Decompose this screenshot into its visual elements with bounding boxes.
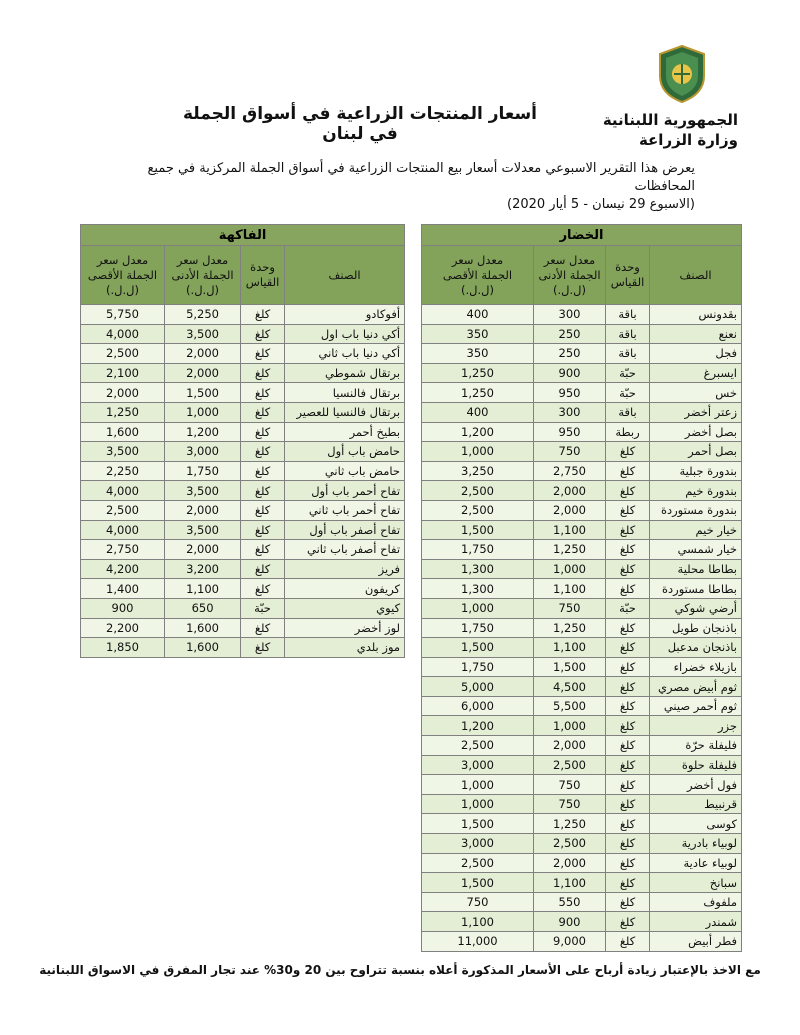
unit-cell: كلغ — [606, 618, 650, 638]
min-price: 300 — [534, 402, 606, 422]
min-price: 2,000 — [165, 363, 241, 383]
min-price: 1,750 — [165, 461, 241, 481]
table-row — [422, 657, 742, 677]
min-price: 1,600 — [165, 638, 241, 658]
max-price: 3,000 — [422, 834, 534, 854]
max-price: 1,500 — [422, 520, 534, 540]
table-row — [81, 344, 405, 364]
max-price: 1,500 — [422, 638, 534, 658]
product-name: بطاطا مستوردة — [650, 579, 742, 599]
max-price: 900 — [81, 598, 165, 618]
fruits-rows — [81, 305, 405, 658]
column-header-name: الصنف — [285, 246, 405, 305]
min-price: 300 — [534, 305, 606, 325]
table-row — [81, 559, 405, 579]
fruits-table — [80, 224, 405, 658]
product-name: باذنجان طويل — [650, 618, 742, 638]
max-price: 2,000 — [81, 383, 165, 403]
table-row — [81, 305, 405, 325]
product-name: بطاطا محلية — [650, 559, 742, 579]
vegetables-rows — [422, 305, 742, 952]
table-row — [81, 461, 405, 481]
column-header-max: معدل سعر الجملة الأقصى (ل.ل.) — [81, 246, 165, 305]
max-price: 1,500 — [422, 814, 534, 834]
min-price: 1,600 — [165, 618, 241, 638]
unit-cell: كلغ — [606, 873, 650, 893]
unit-cell: كلغ — [241, 402, 285, 422]
min-price: 1,100 — [534, 520, 606, 540]
table-row — [81, 422, 405, 442]
table-row — [422, 383, 742, 403]
column-header-name: الصنف — [650, 246, 742, 305]
unit-cell: كلغ — [241, 442, 285, 462]
product-name: شمندر — [650, 912, 742, 932]
table-row — [422, 579, 742, 599]
table-row — [422, 638, 742, 658]
unit-cell: كلغ — [241, 305, 285, 325]
min-price: 950 — [534, 422, 606, 442]
min-price: 1,500 — [165, 383, 241, 403]
product-name: فطر أبيض — [650, 932, 742, 952]
product-name: خيار شمسي — [650, 540, 742, 560]
unit-cell: كلغ — [606, 461, 650, 481]
min-price: 3,500 — [165, 324, 241, 344]
product-name: حامض باب أول — [285, 442, 405, 462]
unit-cell: كلغ — [606, 638, 650, 658]
table-row — [422, 344, 742, 364]
table-row — [422, 755, 742, 775]
table-row — [422, 716, 742, 736]
table-row — [422, 305, 742, 325]
table-row — [81, 324, 405, 344]
max-price: 1,000 — [422, 775, 534, 795]
unit-cell: كلغ — [606, 853, 650, 873]
max-price: 1,000 — [422, 794, 534, 814]
product-name: كوسى — [650, 814, 742, 834]
min-price: 1,500 — [534, 657, 606, 677]
unit-cell: كلغ — [241, 579, 285, 599]
min-price: 2,000 — [534, 853, 606, 873]
min-price: 900 — [534, 912, 606, 932]
max-price: 2,500 — [422, 481, 534, 501]
min-price: 750 — [534, 794, 606, 814]
table-row — [422, 932, 742, 952]
vegetables-table — [421, 224, 742, 952]
max-price: 4,000 — [81, 324, 165, 344]
column-header-unit: وحدة القياس — [241, 246, 285, 305]
min-price: 750 — [534, 598, 606, 618]
min-price: 2,000 — [534, 736, 606, 756]
unit-cell: كلغ — [606, 932, 650, 952]
table-row — [81, 363, 405, 383]
product-name: لوز أخضر — [285, 618, 405, 638]
product-name: برتقال فالنسيا للعصير — [285, 402, 405, 422]
min-price: 750 — [534, 775, 606, 795]
min-price: 2,000 — [534, 481, 606, 501]
product-name: برتقال فالنسيا — [285, 383, 405, 403]
product-name: لوبياء بادرية — [650, 834, 742, 854]
table-row — [81, 402, 405, 422]
product-name: أكي دنيا باب اول — [285, 324, 405, 344]
max-price: 750 — [422, 892, 534, 912]
table-row — [81, 618, 405, 638]
table-row — [422, 363, 742, 383]
max-price: 1,250 — [81, 402, 165, 422]
product-name: خس — [650, 383, 742, 403]
table-row — [422, 892, 742, 912]
column-header-unit: وحدة القياس — [606, 246, 650, 305]
table-row — [422, 598, 742, 618]
max-price: 3,250 — [422, 461, 534, 481]
product-name: بندورة خيم — [650, 481, 742, 501]
product-name: سبانخ — [650, 873, 742, 893]
unit-cell: كلغ — [241, 383, 285, 403]
table-row — [422, 677, 742, 697]
min-price: 2,000 — [165, 500, 241, 520]
ministry-line-1: الجمهورية اللبنانية — [602, 111, 738, 129]
unit-cell: كلغ — [241, 324, 285, 344]
max-price: 1,850 — [81, 638, 165, 658]
max-price: 2,250 — [81, 461, 165, 481]
unit-cell: ربطة — [606, 422, 650, 442]
unit-cell: باقة — [606, 344, 650, 364]
table-row — [422, 481, 742, 501]
max-price: 1,100 — [422, 912, 534, 932]
max-price: 400 — [422, 402, 534, 422]
unit-cell: حبّة — [606, 598, 650, 618]
unit-cell: كلغ — [606, 442, 650, 462]
product-name: أرضي شوكي — [650, 598, 742, 618]
table-row — [422, 775, 742, 795]
product-name: جزر — [650, 716, 742, 736]
unit-cell: باقة — [606, 324, 650, 344]
max-price: 1,300 — [422, 579, 534, 599]
min-price: 2,500 — [534, 834, 606, 854]
product-name: فليفلة حلوة — [650, 755, 742, 775]
product-name: زعتر أخضر — [650, 402, 742, 422]
unit-cell: باقة — [606, 402, 650, 422]
max-price: 1,300 — [422, 559, 534, 579]
max-price: 5,000 — [422, 677, 534, 697]
min-price: 1,250 — [534, 618, 606, 638]
ministry-name — [603, 110, 738, 150]
unit-cell: كلغ — [606, 775, 650, 795]
max-price: 2,500 — [422, 500, 534, 520]
max-price: 1,750 — [422, 657, 534, 677]
product-name: ثوم أبيض مصري — [650, 677, 742, 697]
max-price: 2,500 — [422, 853, 534, 873]
column-header-max: معدل سعر الجملة الأقصى (ل.ل.) — [422, 246, 534, 305]
table-row — [422, 500, 742, 520]
max-price: 4,000 — [81, 481, 165, 501]
min-price: 1,100 — [534, 579, 606, 599]
unit-cell: كلغ — [606, 540, 650, 560]
table-row — [422, 696, 742, 716]
unit-cell: كلغ — [241, 540, 285, 560]
unit-cell: كلغ — [606, 794, 650, 814]
product-name: خيار خيم — [650, 520, 742, 540]
unit-cell: كلغ — [241, 500, 285, 520]
min-price: 250 — [534, 324, 606, 344]
table-row — [81, 540, 405, 560]
unit-cell: كلغ — [241, 422, 285, 442]
min-price: 750 — [534, 442, 606, 462]
table-row — [81, 598, 405, 618]
product-name: بندورة جبلية — [650, 461, 742, 481]
product-name: فريز — [285, 559, 405, 579]
table-row — [422, 618, 742, 638]
min-price: 4,500 — [534, 677, 606, 697]
table-row — [81, 520, 405, 540]
max-price: 2,200 — [81, 618, 165, 638]
max-price: 1,200 — [422, 716, 534, 736]
min-price: 2,000 — [165, 540, 241, 560]
max-price: 350 — [422, 344, 534, 364]
max-price: 3,500 — [81, 442, 165, 462]
page-title: أسعار المنتجات الزراعية في أسواق الجملة في لبنان — [182, 104, 538, 144]
unit-cell: كلغ — [606, 834, 650, 854]
unit-cell: كلغ — [606, 579, 650, 599]
table-row — [81, 481, 405, 501]
product-name: قرنبيط — [650, 794, 742, 814]
product-name: بازيلاء خضراء — [650, 657, 742, 677]
unit-cell: كلغ — [606, 755, 650, 775]
unit-cell: كلغ — [241, 520, 285, 540]
table-row — [422, 402, 742, 422]
vegetables-title: الخضار — [422, 225, 742, 246]
unit-cell: كلغ — [606, 677, 650, 697]
product-name: أكي دنيا باب ثاني — [285, 344, 405, 364]
product-name: فجل — [650, 344, 742, 364]
max-price: 1,200 — [422, 422, 534, 442]
table-row — [422, 540, 742, 560]
product-name: بطيخ أحمر — [285, 422, 405, 442]
max-price: 2,500 — [422, 736, 534, 756]
table-row — [422, 736, 742, 756]
product-name: لوبياء عادية — [650, 853, 742, 873]
table-row — [422, 324, 742, 344]
max-price: 5,750 — [81, 305, 165, 325]
footer-note: مع الاخذ بالإعتبار زيادة أرباح على الأسعار المذكورة أعلاه بنسبة تتراوح بين 20 و30% عند تجار المفرق في الاسواق اللبنانية — [39, 963, 761, 977]
unit-cell: حبّة — [606, 383, 650, 403]
min-price: 3,000 — [165, 442, 241, 462]
table-row — [422, 853, 742, 873]
ministry-line-2: وزارة الزراعة — [638, 131, 738, 149]
unit-cell: كلغ — [241, 344, 285, 364]
table-row — [422, 520, 742, 540]
unit-cell: كلغ — [241, 481, 285, 501]
unit-cell: كلغ — [606, 481, 650, 501]
max-price: 1,000 — [422, 598, 534, 618]
product-name: تفاح أحمر باب أول — [285, 481, 405, 501]
min-price: 2,500 — [534, 755, 606, 775]
max-price: 2,500 — [81, 500, 165, 520]
product-name: ايسبرغ — [650, 363, 742, 383]
max-price: 1,250 — [422, 383, 534, 403]
max-price: 400 — [422, 305, 534, 325]
unit-cell: كلغ — [606, 716, 650, 736]
max-price: 2,100 — [81, 363, 165, 383]
unit-cell: كلغ — [606, 559, 650, 579]
product-name: بقدونس — [650, 305, 742, 325]
table-row — [422, 422, 742, 442]
unit-cell: كلغ — [241, 363, 285, 383]
unit-cell: كلغ — [606, 696, 650, 716]
max-price: 1,250 — [422, 363, 534, 383]
min-price: 3,500 — [165, 481, 241, 501]
product-name: ثوم أحمر صيني — [650, 696, 742, 716]
table-row — [422, 442, 742, 462]
table-row — [81, 638, 405, 658]
product-name: بندورة مستوردة — [650, 500, 742, 520]
product-name: كيوي — [285, 598, 405, 618]
table-row — [422, 559, 742, 579]
table-row — [422, 814, 742, 834]
fruits-title: الفاكهة — [81, 225, 405, 246]
product-name: برتقال شموطي — [285, 363, 405, 383]
max-price: 4,200 — [81, 559, 165, 579]
unit-cell: باقة — [606, 305, 650, 325]
min-price: 1,250 — [534, 540, 606, 560]
product-name: حامض باب ثاني — [285, 461, 405, 481]
min-price: 3,500 — [165, 520, 241, 540]
max-price: 350 — [422, 324, 534, 344]
min-price: 1,100 — [165, 579, 241, 599]
product-name: فليفلة حرّة — [650, 736, 742, 756]
intro-line-1: يعرض هذا التقرير الاسبوعي معدلات أسعار بيع المنتجات الزراعية في أسواق الجملة المركزية في جميع المحافظات — [147, 161, 695, 194]
unit-cell: كلغ — [606, 814, 650, 834]
product-name: تفاح أصفر باب ثاني — [285, 540, 405, 560]
min-price: 9,000 — [534, 932, 606, 952]
product-name: ملفوف — [650, 892, 742, 912]
min-price: 5,500 — [534, 696, 606, 716]
table-row — [81, 442, 405, 462]
min-price: 2,000 — [165, 344, 241, 364]
max-price: 1,600 — [81, 422, 165, 442]
table-row — [422, 912, 742, 932]
min-price: 1,100 — [534, 638, 606, 658]
max-price: 1,500 — [422, 873, 534, 893]
product-name: تفاح أصفر باب أول — [285, 520, 405, 540]
unit-cell: حبّة — [241, 598, 285, 618]
unit-cell: كلغ — [241, 618, 285, 638]
max-price: 3,000 — [422, 755, 534, 775]
min-price: 650 — [165, 598, 241, 618]
column-header-min: معدل سعر الجملة الأدنى (ل.ل.) — [534, 246, 606, 305]
min-price: 250 — [534, 344, 606, 364]
product-name: فول أخضر — [650, 775, 742, 795]
unit-cell: كلغ — [606, 657, 650, 677]
intro-text — [95, 160, 695, 214]
max-price: 4,000 — [81, 520, 165, 540]
min-price: 5,250 — [165, 305, 241, 325]
max-price: 1,000 — [422, 442, 534, 462]
table-row — [81, 383, 405, 403]
min-price: 3,200 — [165, 559, 241, 579]
column-header-min: معدل سعر الجملة الأدنى (ل.ل.) — [165, 246, 241, 305]
unit-cell: كلغ — [606, 500, 650, 520]
table-row — [81, 500, 405, 520]
min-price: 1,000 — [534, 559, 606, 579]
product-name: كريفون — [285, 579, 405, 599]
unit-cell: حبّة — [606, 363, 650, 383]
product-name: تفاح أحمر باب ثاني — [285, 500, 405, 520]
min-price: 1,200 — [165, 422, 241, 442]
unit-cell: كلغ — [606, 736, 650, 756]
max-price: 1,400 — [81, 579, 165, 599]
ministry-emblem-icon — [652, 44, 712, 104]
product-name: بصل أخضر — [650, 422, 742, 442]
product-name: باذنجان مدعبل — [650, 638, 742, 658]
max-price: 6,000 — [422, 696, 534, 716]
unit-cell: كلغ — [241, 461, 285, 481]
max-price: 2,500 — [81, 344, 165, 364]
max-price: 11,000 — [422, 932, 534, 952]
max-price: 2,750 — [81, 540, 165, 560]
table-row — [422, 794, 742, 814]
table-row — [81, 579, 405, 599]
unit-cell: كلغ — [606, 892, 650, 912]
min-price: 950 — [534, 383, 606, 403]
intro-line-2: (الاسبوع 29 نيسان - 5 أيار 2020) — [507, 197, 695, 212]
product-name: موز بلدي — [285, 638, 405, 658]
unit-cell: كلغ — [241, 638, 285, 658]
product-name: أفوكادو — [285, 305, 405, 325]
max-price: 1,750 — [422, 540, 534, 560]
table-row — [422, 461, 742, 481]
min-price: 900 — [534, 363, 606, 383]
min-price: 550 — [534, 892, 606, 912]
min-price: 2,750 — [534, 461, 606, 481]
product-name: بصل أحمر — [650, 442, 742, 462]
unit-cell: كلغ — [606, 520, 650, 540]
unit-cell: كلغ — [606, 912, 650, 932]
min-price: 1,250 — [534, 814, 606, 834]
product-name: نعنع — [650, 324, 742, 344]
table-row — [422, 873, 742, 893]
unit-cell: كلغ — [241, 559, 285, 579]
min-price: 1,100 — [534, 873, 606, 893]
table-row — [422, 834, 742, 854]
min-price: 2,000 — [534, 500, 606, 520]
min-price: 1,000 — [165, 402, 241, 422]
max-price: 1,750 — [422, 618, 534, 638]
min-price: 1,000 — [534, 716, 606, 736]
